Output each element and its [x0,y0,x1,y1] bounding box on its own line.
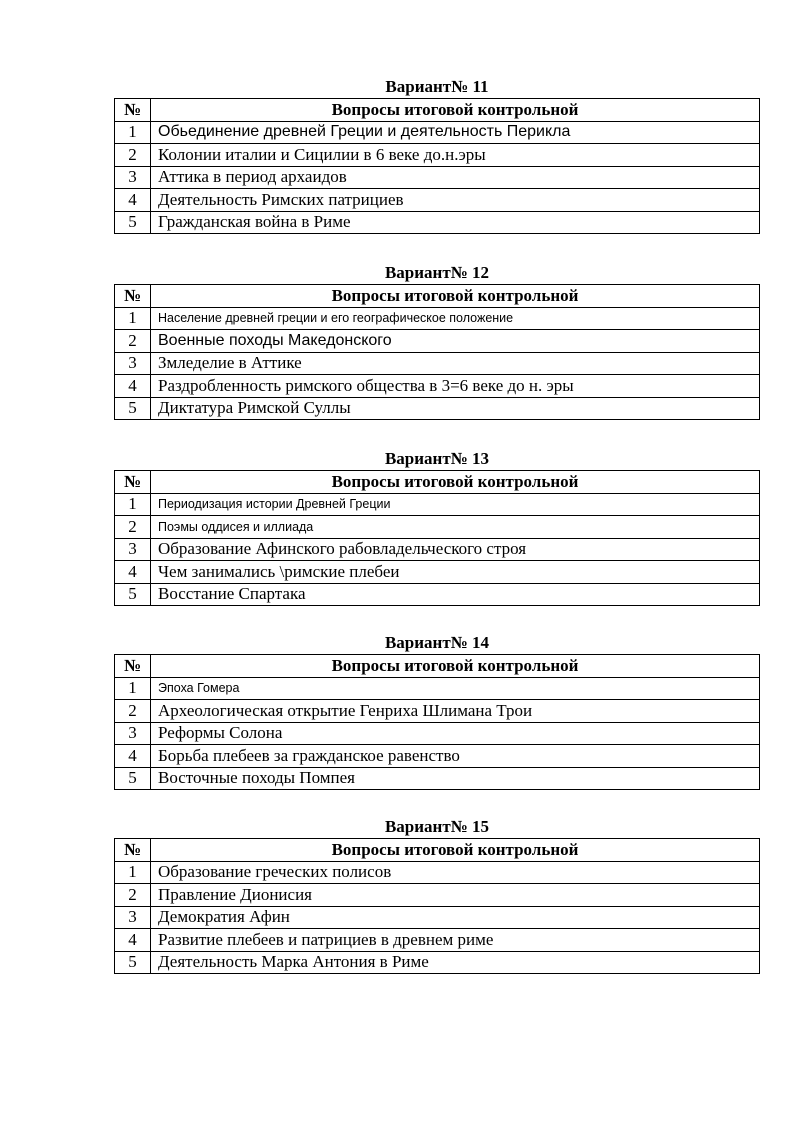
row-number: 1 [115,677,151,700]
row-number: 3 [115,722,151,745]
row-question: Поэмы оддисея и иллиада [151,516,760,539]
row-number: 3 [115,906,151,929]
row-number: 1 [115,121,151,144]
row-number: 4 [115,375,151,398]
row-number: 3 [115,538,151,561]
row-number: 2 [115,516,151,539]
header-questions: Вопросы итоговой контрольной [151,655,760,678]
header-number: № [115,285,151,308]
header-questions: Вопросы итоговой контрольной [151,285,760,308]
table-row [115,352,760,375]
table-header-row [115,99,760,122]
table-row [115,951,760,974]
row-number: 4 [115,189,151,212]
table-row [115,121,760,144]
row-question: Деятельность Римских патрициев [151,189,760,212]
table-row [115,493,760,516]
table-row [115,906,760,929]
row-question: Восстание Спартака [151,583,760,606]
variant-title: Вариант№ 11 [385,77,489,96]
table-row [115,144,760,167]
row-number: 4 [115,745,151,768]
row-number: 1 [115,861,151,884]
row-number: 4 [115,561,151,584]
row-question: Колонии италии и Сицилии в 6 веке до.н.эры [151,144,760,167]
row-number: 5 [115,397,151,420]
table-row [115,884,760,907]
row-number: 2 [115,884,151,907]
table-row [115,189,760,212]
row-number: 1 [115,307,151,330]
table-row [115,166,760,189]
table-row [115,330,760,353]
table-row [115,375,760,398]
row-number: 5 [115,583,151,606]
table-row [115,516,760,539]
table-row [115,929,760,952]
table-header-row [115,285,760,308]
row-number: 5 [115,951,151,974]
table-row [115,397,760,420]
variant-13 [114,448,760,606]
variant-15 [114,816,760,974]
row-number: 5 [115,211,151,234]
table-row [115,745,760,768]
table-row [115,583,760,606]
row-number: 2 [115,700,151,723]
table-row [115,561,760,584]
row-question: Эпоха Гомера [151,677,760,700]
table-header-row [115,471,760,494]
row-question: Восточные походы Помпея [151,767,760,790]
row-question: Обьединение древней Греции и деятельность Перикла [151,121,760,144]
row-number: 5 [115,767,151,790]
row-question: Раздробленность римского общества в 3=6 веке до н. эры [151,375,760,398]
row-question: Население древней греции и его географическое положение [151,307,760,330]
row-number: 3 [115,352,151,375]
header-number: № [115,839,151,862]
header-questions: Вопросы итоговой контрольной [151,99,760,122]
header-number: № [115,655,151,678]
table-row [115,538,760,561]
row-question: Археологическая открытие Генриха Шлимана Трои [151,700,760,723]
header-questions: Вопросы итоговой контрольной [151,471,760,494]
table-row [115,767,760,790]
questions-table [114,838,760,974]
row-number: 2 [115,330,151,353]
row-question: Реформы Солона [151,722,760,745]
table-row [115,211,760,234]
variant-12 [114,262,760,420]
header-questions: Вопросы итоговой контрольной [151,839,760,862]
row-question: Гражданская война в Риме [151,211,760,234]
row-question: Образование греческих полисов [151,861,760,884]
variant-title: Вариант№ 14 [384,633,490,652]
variant-title: Вариант№ 15 [384,817,490,836]
row-number: 2 [115,144,151,167]
questions-table [114,654,760,790]
questions-table [114,470,760,606]
table-row [115,861,760,884]
row-question: Змледелие в Аттике [151,352,760,375]
row-question: Военные походы Македонского [151,330,760,353]
variant-title: Вариант№ 12 [384,263,490,282]
row-question: Деятельность Марка Антония в Риме [151,951,760,974]
table-row [115,722,760,745]
table-row [115,307,760,330]
table-row [115,677,760,700]
row-number: 3 [115,166,151,189]
row-question: Диктатура Римской Суллы [151,397,760,420]
table-row [115,700,760,723]
questions-table [114,284,760,420]
variant-14 [114,632,760,790]
row-number: 1 [115,493,151,516]
row-question: Аттика в период архаидов [151,166,760,189]
row-question: Периодизация истории Древней Греции [151,493,760,516]
row-question: Демократия Афин [151,906,760,929]
questions-table [114,98,760,234]
row-question: Борьба плебеев за гражданское равенство [151,745,760,768]
table-header-row [115,839,760,862]
table-header-row [115,655,760,678]
header-number: № [115,99,151,122]
row-number: 4 [115,929,151,952]
header-number: № [115,471,151,494]
row-question: Чем занимались \римские плебеи [151,561,760,584]
row-question: Образование Афинского рабовладельческого строя [151,538,760,561]
variant-11 [114,76,760,234]
variant-title: Вариант№ 13 [384,449,490,468]
row-question: Развитие плебеев и патрициев в древнем риме [151,929,760,952]
row-question: Правление Дионисия [151,884,760,907]
